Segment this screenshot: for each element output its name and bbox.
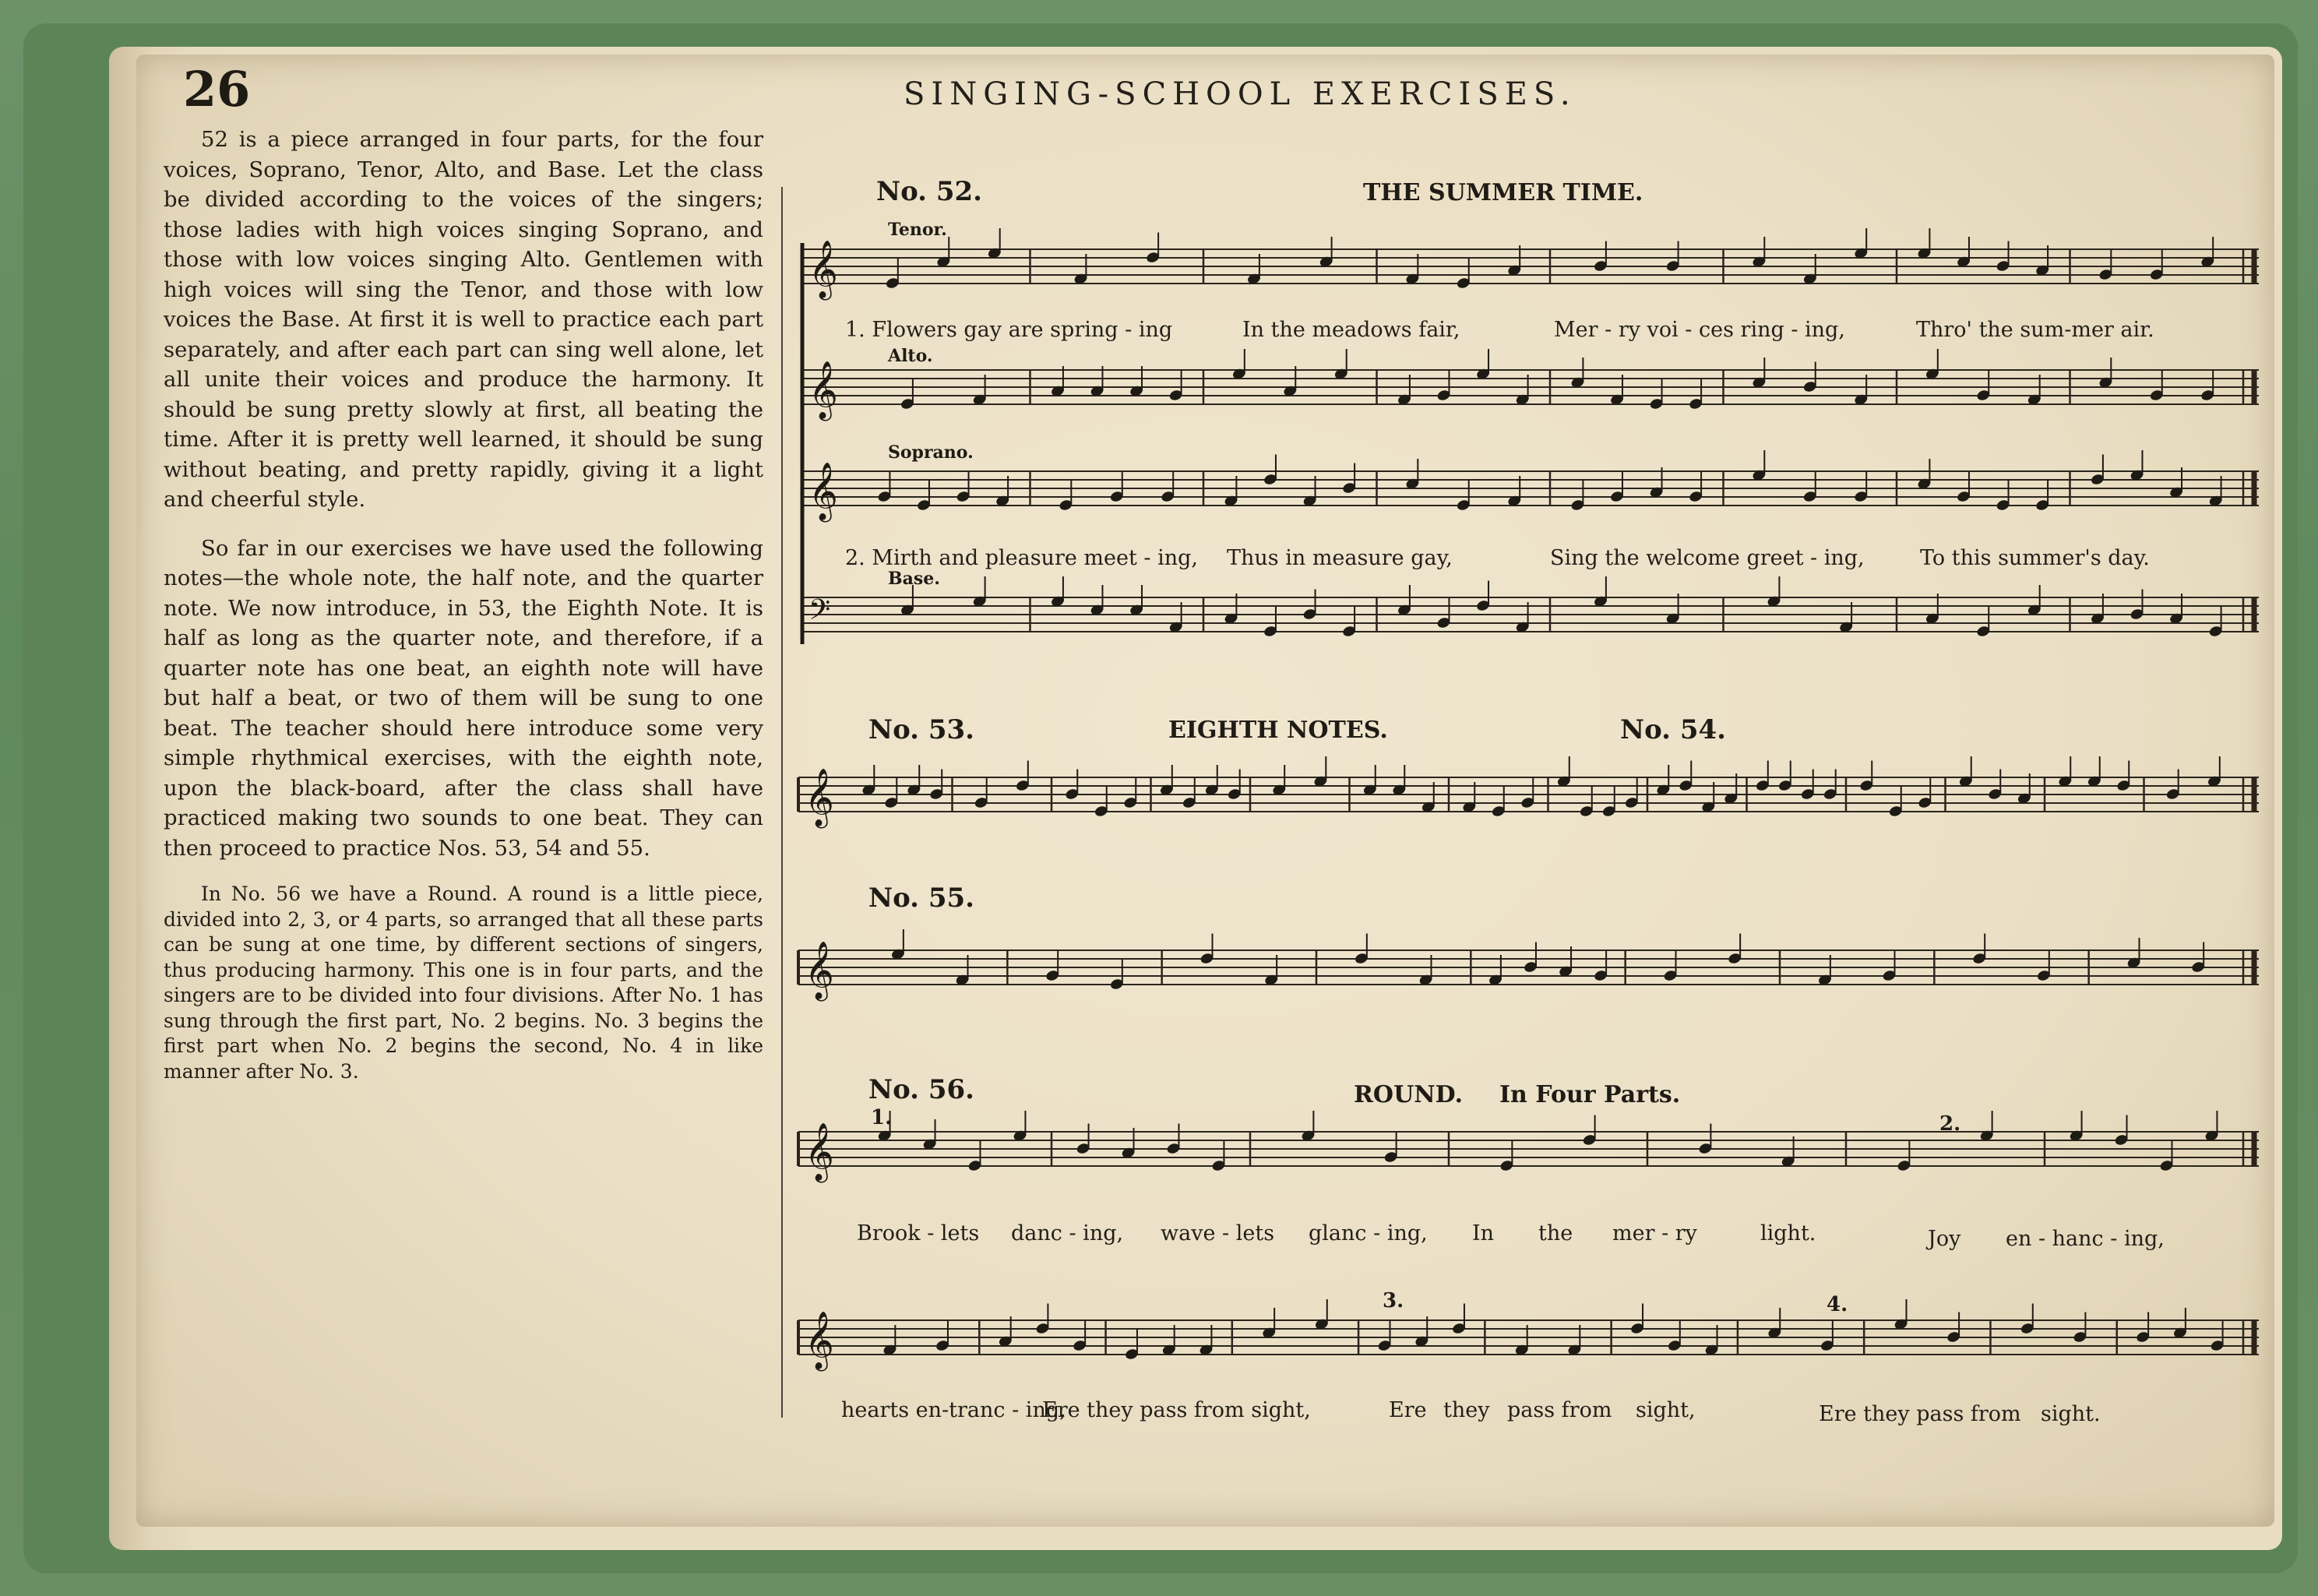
treble-clef-icon: 𝄞 — [808, 463, 838, 520]
staff-ex55 — [798, 942, 2259, 999]
round-part-1: 1. — [871, 1106, 893, 1129]
round-lyric: they — [1443, 1398, 1490, 1422]
staff-round-line-2 — [798, 1312, 2259, 1369]
ex56-title: ROUND. — [1354, 1081, 1464, 1108]
ex52-lyric-2a: 2. Mirth and pleasure meet - ing, — [845, 546, 1199, 570]
staff-ex53-54 — [798, 769, 2259, 826]
round-lyric: In — [1472, 1221, 1495, 1245]
ex52-lyric-1b: In the meadows fair, — [1242, 318, 1460, 342]
staff-round-line-1 — [798, 1123, 2259, 1181]
round-lyric: danc - ing, — [1011, 1221, 1124, 1245]
ex56-number: No. 56. — [868, 1074, 974, 1105]
round-lyric: Ere they pass from sight, — [1042, 1398, 1311, 1422]
round-part-2: 2. — [1939, 1112, 1961, 1136]
ex56-subtitle: In Four Parts. — [1499, 1081, 1681, 1108]
round-lyric: sight, — [1636, 1398, 1696, 1422]
system-brace — [793, 243, 808, 644]
ex52-number: No. 52. — [876, 176, 982, 207]
round-lyric: en - hanc - ing, — [2006, 1227, 2165, 1251]
round-lyric: Joy — [1928, 1227, 1961, 1251]
round-lyric: Ere — [1389, 1398, 1427, 1422]
running-header: SINGING-SCHOOL EXERCISES. — [904, 76, 1576, 112]
round-part-3: 3. — [1383, 1289, 1404, 1312]
ex54-number: No. 54. — [1620, 714, 1726, 745]
left-column-text — [164, 125, 763, 1103]
round-lyric: light. — [1760, 1221, 1816, 1245]
round-lyric: the — [1538, 1221, 1573, 1245]
staff-alto — [802, 361, 2259, 419]
ex52-lyric-2c: Sing the welcome greet - ing, — [1550, 546, 1865, 570]
round-lyric: Brook - lets — [857, 1221, 980, 1245]
paragraph-3: In No. 56 we have a Round. A round is a little piece, divided into 2, 3, or 4 parts, so arranged that all these parts can be sung at one time, by different sections of singers, thus producing harmony. This one is in four parts, and the singers are to be divided into four divisions. After No. 1 has sung through the first part, No. 2 begins. No. 3 begins the first part when No. 2 begins the second, No. 4 in like manner after No. 3. — [164, 883, 763, 1083]
ex52-lyric-1d: Thro' the sum-mer air. — [1916, 318, 2154, 342]
round-lyric: Ere they pass from — [1819, 1402, 2021, 1426]
staff-tenor — [802, 241, 2259, 298]
treble-clef-icon: 𝄞 — [808, 241, 838, 298]
part-label-tenor: Tenor. — [888, 220, 947, 240]
bass-clef-icon: 𝄢 — [808, 594, 831, 633]
round-lyric: wave - lets — [1161, 1221, 1275, 1245]
ex52-lyric-1c: Mer - ry voi - ces ring - ing, — [1554, 318, 1845, 342]
ex52-lyric-2d: To this summer's day. — [1920, 546, 2150, 570]
part-label-base: Base. — [888, 569, 940, 589]
round-lyric: hearts en-tranc - ing, — [841, 1398, 1066, 1422]
ex52-lyric-1a: 1. Flowers gay are spring - ing — [845, 318, 1173, 342]
round-lyric: pass from — [1507, 1398, 1612, 1422]
part-label-soprano: Soprano. — [888, 442, 974, 463]
treble-clef-icon: 𝄞 — [808, 361, 838, 419]
ex55-number: No. 55. — [868, 883, 974, 914]
round-lyric: mer - ry — [1612, 1221, 1697, 1245]
paragraph-2: So far in our exercises we have used the following notes—the whole note, the half note, and the quarter note. We now introduce, in 53, the Eighth Note. It is half as long as the quarter note, and therefore, if a quarter note has one beat, an eighth note will have but half a beat, or two of them will be sung to one beat. The teacher should here introduce some very simple rhythmical exercises, with the eighth note, upon the black-board, after the class shall have practiced making two sounds to one beat. They can then proceed to practice Nos. 53, 54 and 55. — [164, 535, 763, 861]
staff-base — [802, 594, 2259, 640]
ex53-number: No. 53. — [868, 714, 974, 745]
treble-clef-icon: 𝄞 — [805, 769, 834, 826]
staff-soprano — [802, 463, 2259, 520]
treble-clef-icon: 𝄞 — [805, 942, 834, 999]
column-rule — [781, 187, 783, 1418]
treble-clef-icon: 𝄞 — [805, 1123, 834, 1181]
part-label-alto: Alto. — [888, 346, 933, 366]
round-lyric: glanc - ing, — [1309, 1221, 1428, 1245]
ex53-title: EIGHTH NOTES. — [1168, 717, 1388, 744]
round-part-4: 4. — [1827, 1293, 1848, 1316]
ex52-lyric-2b: Thus in measure gay, — [1227, 546, 1453, 570]
treble-clef-icon: 𝄞 — [805, 1312, 834, 1369]
page-number: 26 — [183, 61, 251, 118]
round-lyric: sight. — [2041, 1402, 2101, 1426]
ex52-title: THE SUMMER TIME. — [1363, 179, 1643, 206]
paragraph-1: 52 is a piece arranged in four parts, for the four voices, Soprano, Tenor, Alto, and Base. Let the class be divided according to the voices of the singers; those ladies with high voices singing Soprano, and those with low voices singing Alto. Gentlemen with high voices will sing the Tenor, and those with low voices the Base. At first it is well to practice each part separately, and after each part can sing well alone, let all unite their voices and produce the harmony. It should be sung pretty slowly at first, all beating the time. After it is pretty well learned, it should be sung without beating, and pretty rapidly, giving it a light and cheerful style. — [164, 127, 763, 512]
